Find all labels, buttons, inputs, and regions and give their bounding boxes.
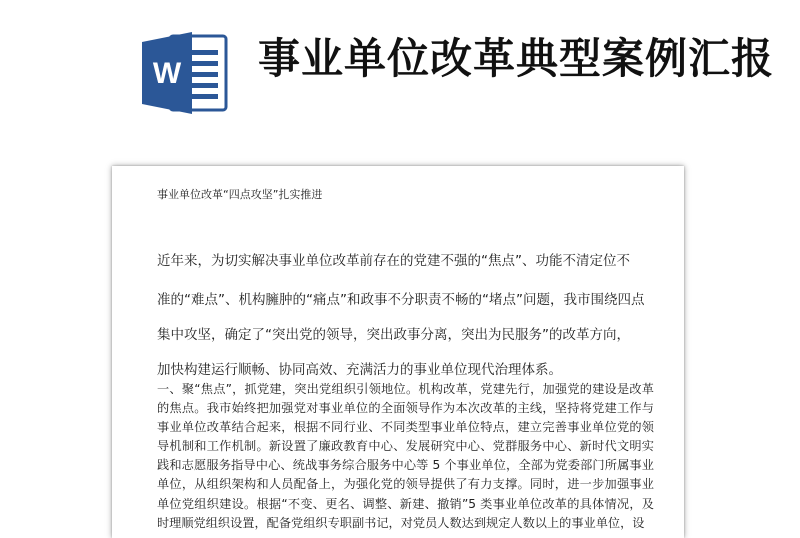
word-letter: W [152, 57, 182, 90]
page-title: 事业单位改革典型案例汇报 [258, 34, 775, 83]
intro-line: 集中攻坚，确定了“突出党的领导，突出政事分离，突出为民服务”的改革方向， [157, 327, 630, 343]
intro-line: 近年来，为切实解决事业单位改革前存在的党建不强的“焦点”、功能不清定位不 [157, 253, 630, 269]
intro-line: 加快构建运行顺畅、协同高效、充满活力的事业单位现代治理体系。 [157, 362, 562, 378]
document-heading: 事业单位改革“四点攻坚”扎实推进 [157, 188, 323, 201]
word-document-icon [140, 30, 230, 116]
document-page [112, 166, 684, 538]
body-paragraph: 一、聚“焦点”，抓党建，突出党组织引领地位。机构改革，党建先行，加强党的建设是改革的焦点。我市始终把加强党对事业单位的全面领导作为本次改革的主线，坚持将党建工作与事业单位改革结合起来，根据不同行业、不同类型事业单位特点，建立完善事业单位党的领导机制和工作机制。新设置了廉政教育中心、发展研究中心、党群服务中心、新时代文明实践和志愿服务指导中心、统战事务综合服务中心等 5 个事业单位，全部为党委部门所属事业单位，从组织架构和人员配备上，为强化党的领导提供了有力支撑。同时，进一步加强事业单位党组织建设。根据“不变、更名、调整、新建、撤销”5 类事业单位改革的具体情况，及时理顺党组织设置，配备党组织专职副书记，对党员人数达到规定人数以上的事业单位，设 [157, 382, 654, 530]
intro-line: 准的“难点”、机构臃肿的“痛点”和政事不分职责不畅的“堵点”问题，我市围绕四点 [157, 292, 645, 308]
banner [0, 0, 800, 150]
